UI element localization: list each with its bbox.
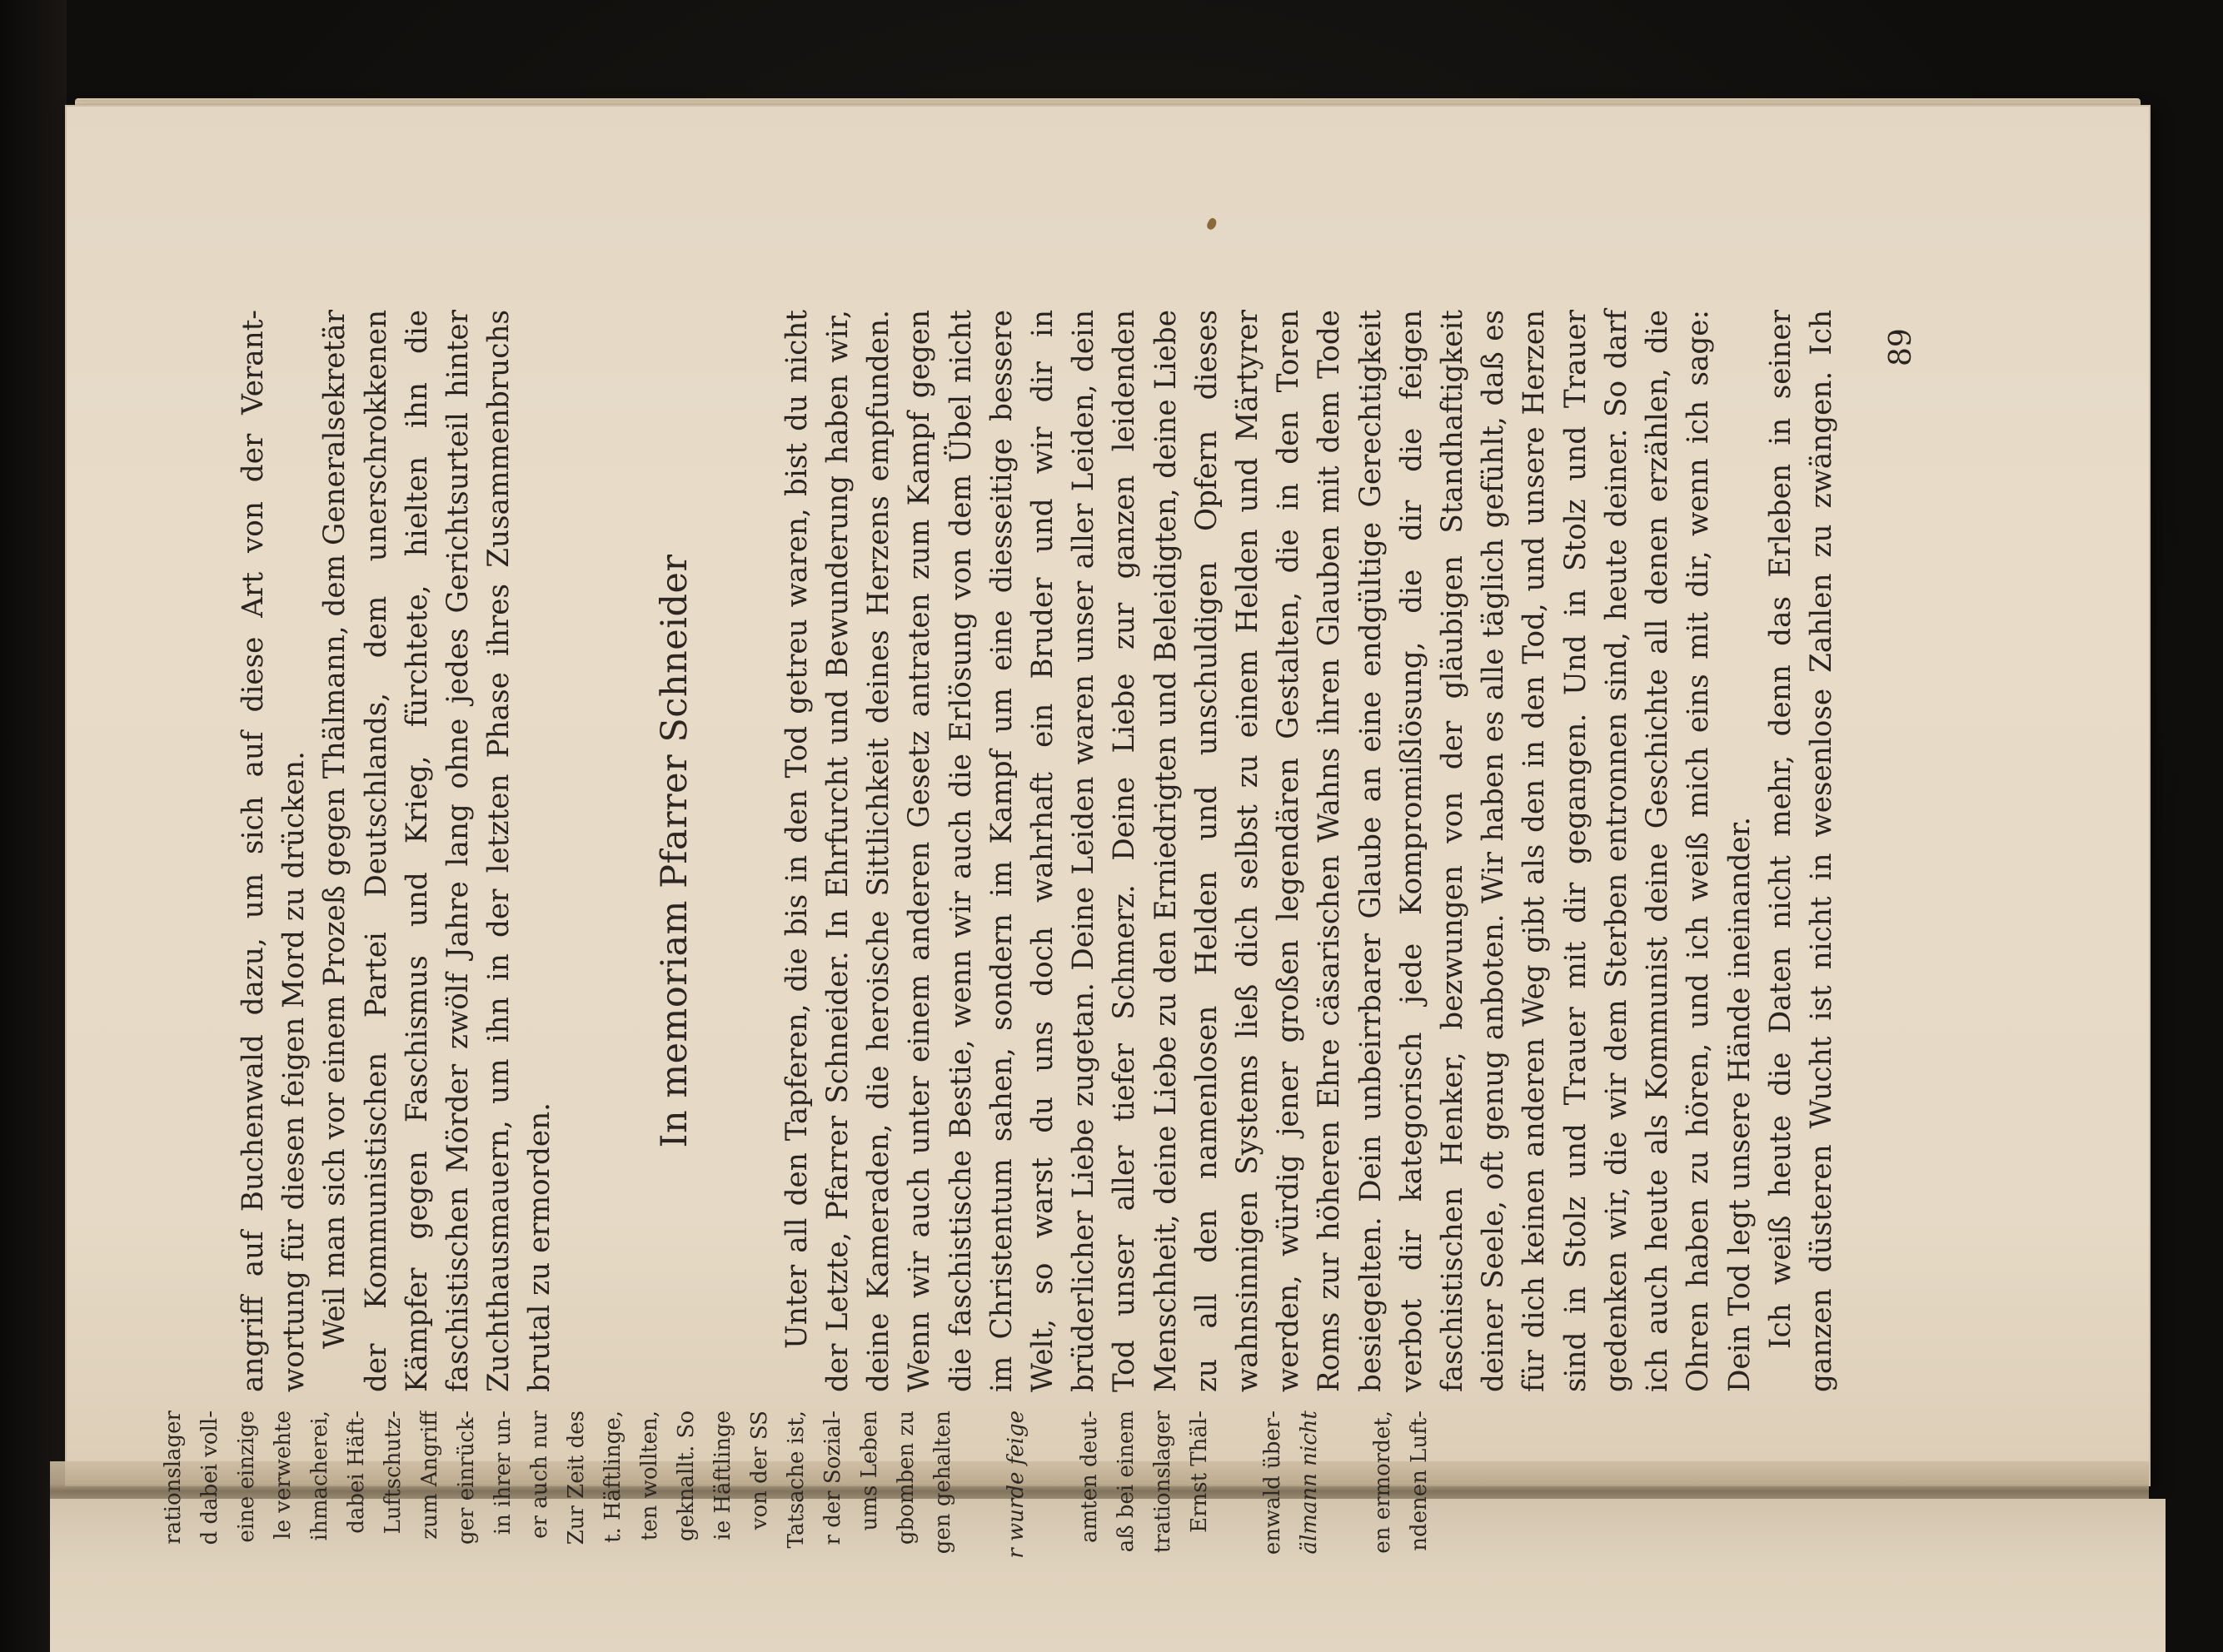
- facing-line-fragment: Luftschutz-: [381, 1411, 406, 1535]
- facing-line-fragment: trationslager: [1150, 1411, 1175, 1554]
- facing-line-fragment: ger einrück-: [454, 1411, 479, 1545]
- facing-line-fragment: gen gehalten: [930, 1411, 955, 1555]
- facing-line-fragment: zum Angriff: [417, 1411, 442, 1540]
- background-shadow: [0, 0, 67, 1652]
- facing-line-fragment: ten wollten,: [637, 1411, 662, 1541]
- facing-page-text: [155, 1411, 1987, 1652]
- facing-line-gap: [1218, 1411, 1254, 1652]
- facing-line-fragment: t. Häftlinge,: [601, 1411, 626, 1543]
- facing-line-fragment: Ernst Thäl-: [1187, 1411, 1212, 1533]
- facing-line-fragment: ihmacherei,: [307, 1411, 332, 1541]
- facing-line-fragment: aß bei einem: [1114, 1411, 1139, 1553]
- facing-line-fragment: d dabei voll-: [197, 1411, 222, 1545]
- facing-line-fragment: dabei Häft-: [344, 1411, 369, 1534]
- paragraph-1-line-1: angriff auf Buchenwald dazu, um sich auf diese Art von der Verant-: [237, 310, 270, 1392]
- paragraph-1-line-2: wortung für diesen feigen Mord zu drücken.: [277, 751, 312, 1392]
- paragraph-2: Weil man sich vor einem Prozeß gegen Thälmann, dem Generalsekretär der Kommunistischen Partei Deutschlands, dem unerschrokkenen Kämpfer gegen Faschismus und Krieg, fürchtete, hielten ihn die faschistischen Mörder zwölf Jahre lang ohne jedes Gerichtsurteil hinter Zuchthausmauern, um ihn in der letzten Phase ihres Zusammenbruchs brutal zu ermorden.: [318, 310, 557, 1392]
- facing-line-fragment: älmann nicht: [1297, 1411, 1322, 1555]
- facing-line-gap: [961, 1411, 998, 1652]
- facing-line-fragment: von der SS: [747, 1411, 772, 1530]
- facing-line-fragment: Tatsache ist,: [784, 1411, 809, 1549]
- facing-line-fragment: geknallt. So: [674, 1411, 699, 1542]
- facing-line-gap: [1328, 1411, 1364, 1652]
- facing-line-fragment: enwald über-: [1260, 1411, 1285, 1555]
- facing-line-fragment: eine einzige: [234, 1411, 259, 1543]
- facing-line-fragment: in ihrer un-: [491, 1411, 516, 1535]
- facing-line-fragment: le verwehte: [271, 1411, 296, 1540]
- facing-line-fragment: amten deut-: [1077, 1411, 1102, 1544]
- section-heading: In memoriam Pfarrer Schneider: [653, 554, 695, 1148]
- facing-line-fragment: en ermordet,: [1370, 1411, 1395, 1554]
- facing-line-fragment: ndenen Luft-: [1407, 1411, 1432, 1551]
- facing-line-gap: [1034, 1411, 1071, 1652]
- facing-line-fragment: rationslager: [161, 1411, 186, 1545]
- facing-line-fragment: ie Häftlinge: [710, 1411, 735, 1540]
- page-text-column: [233, 310, 1916, 1392]
- facing-line-fragment: r der Sozial-: [820, 1411, 845, 1545]
- facing-line-fragment: r wurde feige: [1004, 1411, 1029, 1559]
- paragraph-4: Ich weiß heute die Daten nicht mehr, denn das Erleben in seiner ganzen düsteren Wucht ist nicht in wesenlose Zahlen zu zwängen. Ich: [1763, 310, 1838, 1392]
- paragraph-3: Unter all den Tapferen, die bis in den Tod getreu waren, bist du nicht der Letzte, Pfarrer Schneider. In Ehrfurcht und Bewunderung haben wir, deine Kameraden, die heroische Sittlichkeit deines Herzens empfunden. Wenn wir auch unter einem anderen Gesetz antraten zum Kampf gegen die faschistische Bestie, wenn wir auch die Erlösung von dem Übel nicht im Christentum sahen, sondern im Kampf um eine diesseitige bessere Welt, so warst du uns doch wahrhaft ein Bruder und wir dir in brüderlicher Liebe zugetan. Deine Leiden waren unser aller Leiden, dein Tod unser aller tiefer Schmerz. Deine Liebe zur ganzen leidenden Menschheit, deine Liebe zu den Erniedrigten und Beleidigten, deine Liebe zu all den namenlosen Helden und unschuldigen Opfern dieses wahnsinnigen Systems ließ dich selbst zu einem Helden und Märtyrer werden, würdig jener großen legendären Gestalten, die in den Toren Roms zur höheren Ehre cäsarischen Wahns ihren Glauben mit dem Tode besiegelten. Dein unbeirrbarer Glaube an eine endgültige Gerechtigkeit verbot dir kategorisch jede Kompromißlösung, die dir die feigen faschistischen Henker, bezwungen von der gläubigen Standhaftigkeit deiner Seele, oft genug anboten. Wir haben es alle täglich gefühlt, daß es für dich keinen anderen Weg gibt als den in den Tod, und unsere Herzen sind in Stolz und Trauer mit dir gegangen. Und in Stolz und Trauer gedenken wir, die wir dem Sterben entronnen sind, heute deiner. So darf ich auch heute als Kommunist deine Geschichte all denen erzählen, die Ohren haben zu hören, und ich weiß mich eins mit dir, wenn ich sage: Dein Tod legt unsere Hände ineinander.: [780, 310, 1757, 1392]
- facing-line-fragment: ums Leben: [857, 1411, 882, 1531]
- facing-line-fragment: gbomben zu: [894, 1411, 919, 1545]
- page-number: 89: [1884, 328, 1918, 366]
- facing-line-fragment: er auch nur: [527, 1411, 552, 1539]
- facing-line-fragment: Zur Zeit des: [564, 1411, 589, 1545]
